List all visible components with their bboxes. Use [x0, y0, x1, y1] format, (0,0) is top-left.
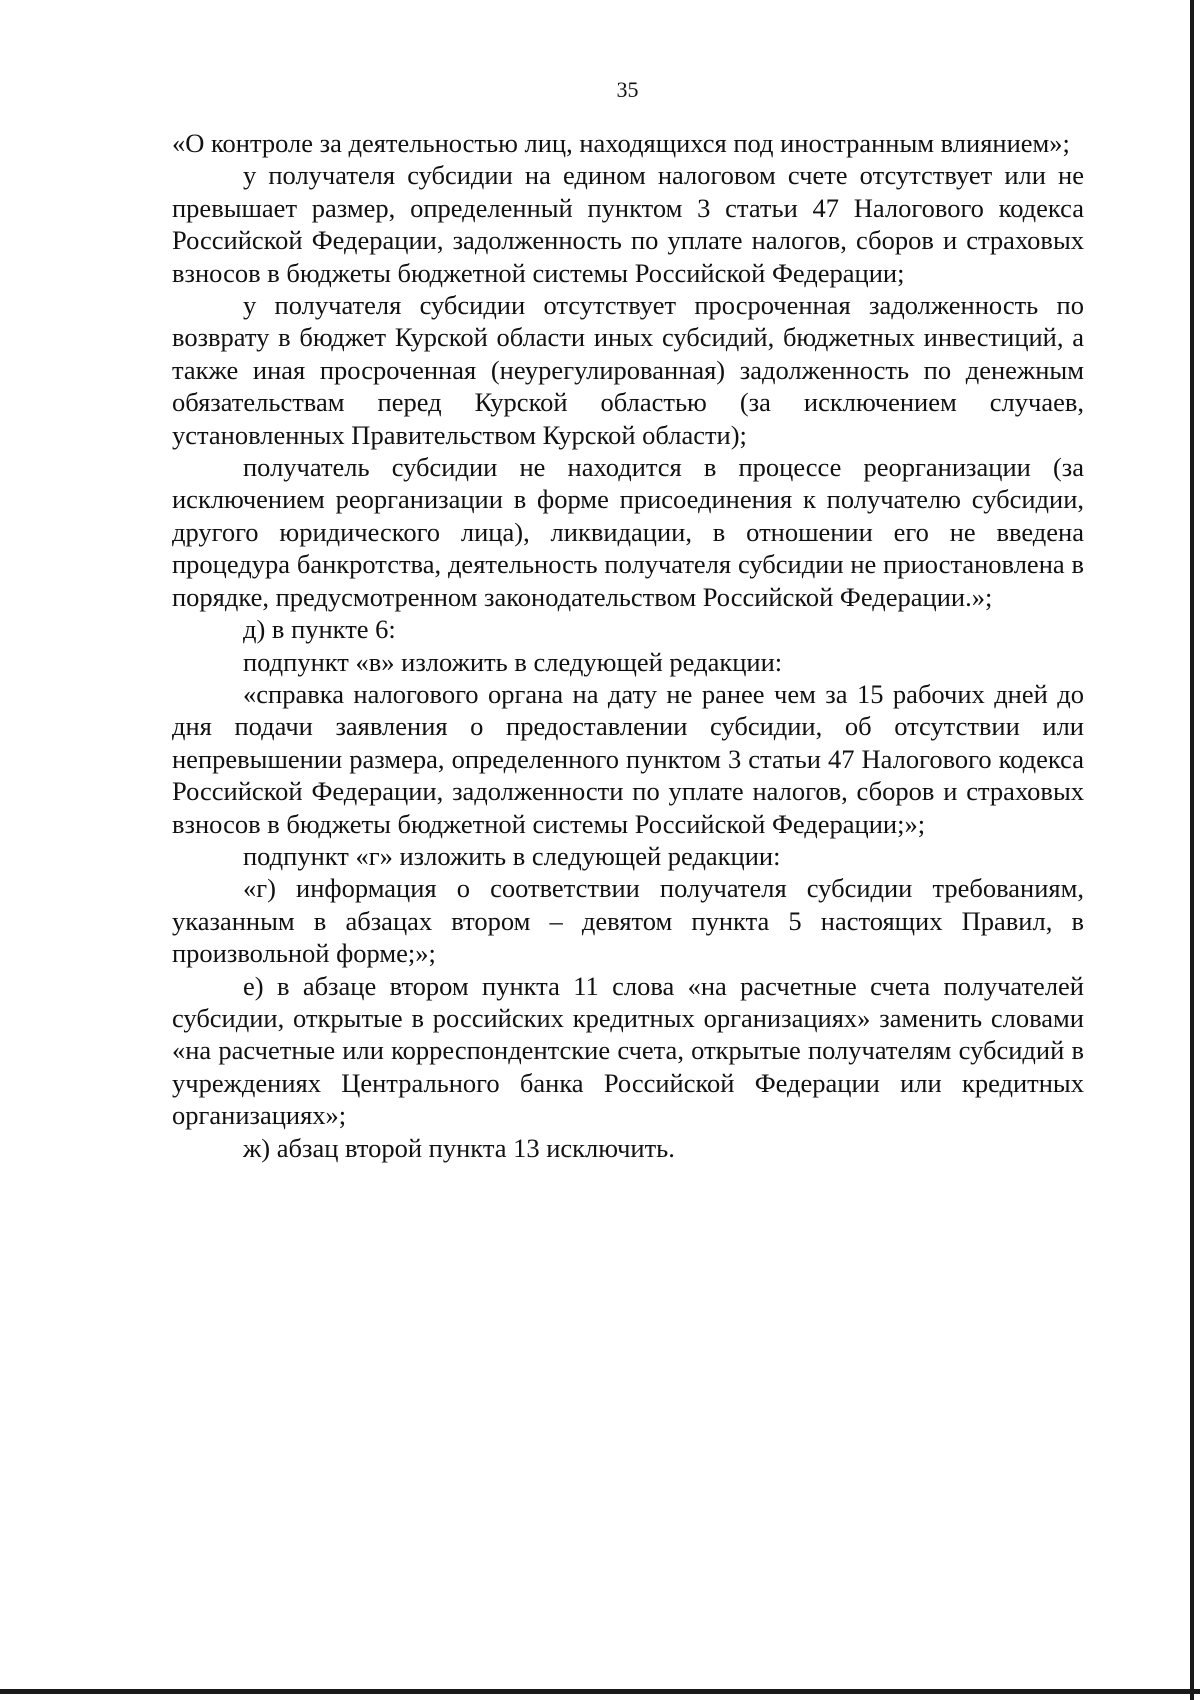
paragraph-item-e: е) в абзаце втором пункта 11 слова «на расчетные счета получателей субсидии, открытые в российских кредитных организациях» заменить словами «на расчетные или корреспондентские счета, открытые получателям субсидий в учреждениях Центрального банка Российской Федерации или кредитных организациях»;: [172, 970, 1084, 1131]
page-number: 35: [616, 77, 639, 102]
paragraph-item-d: д) в пункте 6:: [243, 614, 396, 645]
document-body: [172, 127, 1084, 1164]
paragraph-reorganization: получатель субсидии не находится в процессе реорганизации (за исключением реорганизации в форме присоединения к получателю субсидии, другого юридического лица), ликвидации, в отношении его не введена процедура банкротства, деятельность получателя субсидии не приостановлена в порядке, предусмотренном законодательством Российской Федерации.»;: [172, 452, 1084, 612]
paragraph-subitem-v-intro: подпункт «в» изложить в следующей редакции:: [243, 646, 783, 677]
paragraph-item-zh: ж) абзац второй пункта 13 исключить.: [243, 1132, 675, 1163]
paragraph-subitem-g-intro: подпункт «г» изложить в следующей редакции:: [243, 840, 781, 871]
paragraph-subitem-v-text: «справка налогового органа на дату не ранее чем за 15 рабочих дней до дня подачи заявления о предоставлении субсидии, об отсутствии или непревышении размера, определенного пунктом 3 статьи 47 Налогового кодекса Российской Федерации, задолженности по уплате налогов, сборов и страховых взносов в бюджеты бюджетной системы Российской Федерации;»;: [172, 678, 1084, 839]
paragraph-subitem-g-text: «г) информация о соответствии получателя субсидии требованиям, указанным в абзацах втором – девятом пункта 5 настоящих Правил, в произвольной форме;»;: [172, 873, 1084, 969]
scan-border-right: [1190, 0, 1194, 1700]
paragraph-tax-debt: у получателя субсидии на едином налоговом счете отсутствует или не превышает размер, определенный пунктом 3 статьи 47 Налогового кодекса Российской Федерации, задолженность по уплате налогов, сборов и страховых взносов в бюджеты бюджетной системы Российской Федерации;: [172, 160, 1084, 288]
paragraph-continuation: «О контроле за деятельностью лиц, находящихся под иностранным влиянием»;: [172, 128, 1070, 158]
scan-border-bottom: [0, 1689, 1200, 1694]
paragraph-overdue-debt: у получателя субсидии отсутствует просроченная задолженность по возврату в бюджет Курской области иных субсидий, бюджетных инвестиций, а также иная просроченная (неурегулированная) задолженность по денежным обязательствам перед Курской областью (за исключением случаев, установленных Правительством Курской области);: [172, 290, 1084, 450]
